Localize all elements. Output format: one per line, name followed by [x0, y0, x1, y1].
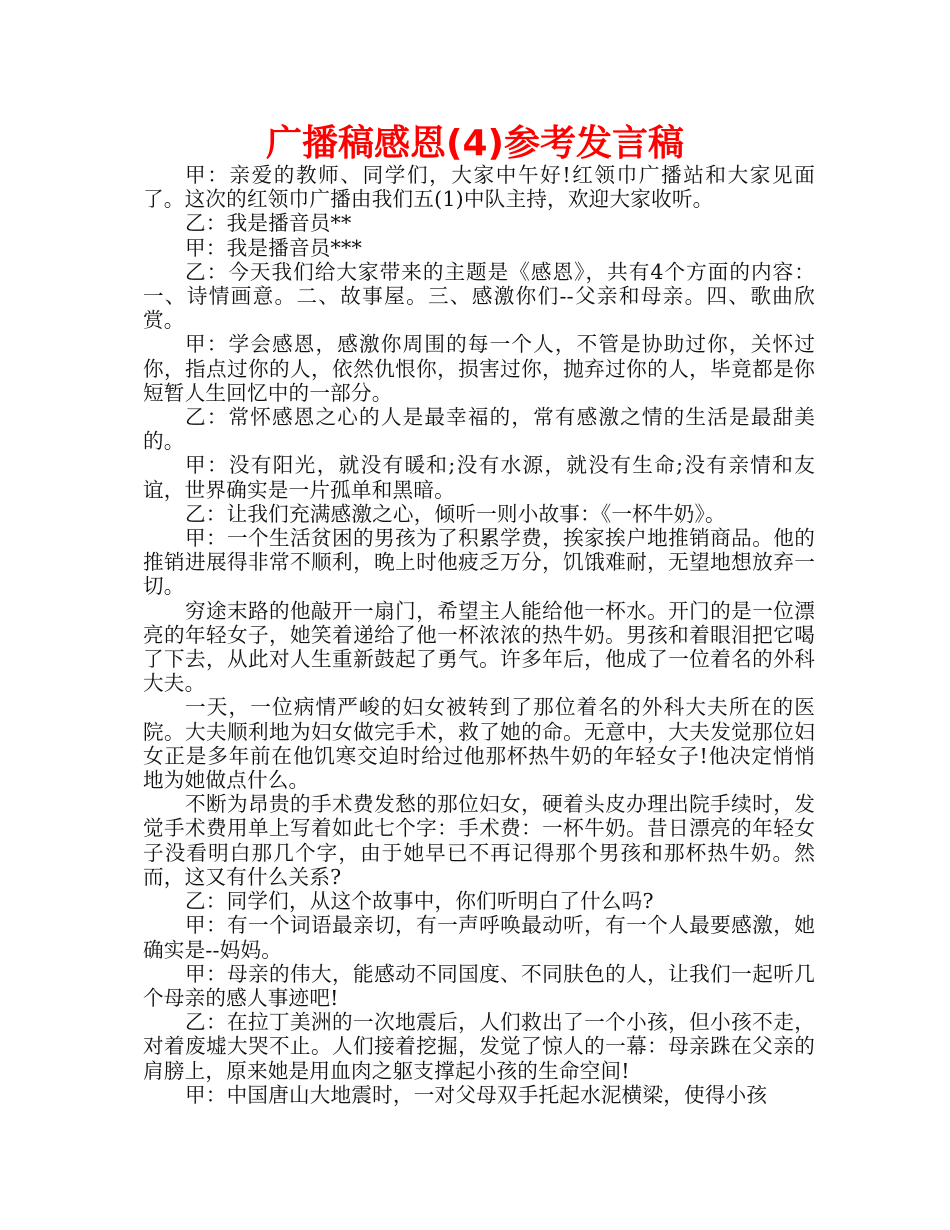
paragraph: 甲：亲爱的教师、同学们，大家中午好!红领巾广播站和大家见面了。这次的红领巾广播由我们五(1)中队主持，欢迎大家收听。	[143, 163, 815, 212]
paragraph: 乙：常怀感恩之心的人是最幸福的，常有感激之情的生活是最甜美的。	[143, 405, 815, 454]
paragraph: 乙：我是播音员**	[185, 211, 352, 236]
paragraph: 乙：同学们，从这个故事中，你们听明白了什么吗?	[185, 889, 654, 914]
paragraph: 乙：让我们充满感激之心，倾听一则小故事：《一杯牛奶》。	[185, 501, 726, 526]
document-body	[143, 163, 815, 1107]
paragraph: 甲：我是播音员***	[185, 235, 363, 260]
document-title: 广播稿感恩(4)参考发言稿	[266, 123, 684, 164]
paragraph: 甲：一个生活贫困的男孩为了积累学费，挨家挨户地推销商品。他的推销进展得非常不顺利，晚上时他疲乏万分，饥饿难耐，无望地想放弃一切。	[143, 526, 815, 599]
paragraph: 乙：今天我们给大家带来的主题是《感恩》，共有4个方面的内容：一、诗情画意。二、故事屋。三、感激你们--父亲和母亲。四、歌曲欣赏。	[143, 259, 815, 333]
paragraph: 乙：在拉丁美洲的一次地震后，人们救出了一个小孩，但小孩不走，对着废墟大哭不止。人们接着挖掘，发觉了惊人的一幕：母亲跦在父亲的肩膀上，原来她是用血肉之躯支撑起小孩的生命空间!	[143, 1010, 815, 1083]
paragraph: 不断为昂贵的手术费发愁的那位妇女，硬着头皮办理出院手续时，发觉手术费用单上写着如此七个字：手术费：一杯牛奶。昔日漂亮的年轻女子没看明白那几个字，由于她早已不再记得那个男孩和那杯热牛奶。然而，这又有什么关系?	[143, 792, 815, 889]
paragraph: 甲：中国唐山大地震时，一对父母双手托起水泥横梁，使得小孩	[185, 1082, 768, 1107]
paragraph: 甲：学会感恩，感激你周围的每一个人，不管是协助过你，关怀过你，指点过你的人，依然仇恨你，损害过你，抛弃过你的人，毕竟都是你短暂人生回忆中的一部分。	[143, 332, 815, 405]
paragraph: 甲：没有阳光，就没有暖和;没有水源，就没有生命;没有亲情和友谊，世界确实是一片孤单和黑暗。	[143, 453, 815, 502]
paragraph: 甲：母亲的伟大，能感动不同国度、不同肤色的人，让我们一起听几个母亲的感人事迹吧!	[143, 961, 815, 1010]
paragraph: 穷途末路的他敲开一扇门，希望主人能给他一杯水。开门的是一位漂亮的年轻女子，她笑着递给了他一杯浓浓的热牛奶。男孩和着眼泪把它喝了下去，从此对人生重新鼓起了勇气。许多年后，他成了一位着名的外科大夫。	[143, 598, 815, 696]
paragraph: 一天，一位病情严峻的妇女被转到了那位着名的外科大夫所在的医院。大夫顺利地为妇女做完手术，救了她的命。无意中，大夫发觉那位妇女正是多年前在他饥寒交迫时给过他那杯热牛奶的年轻女子!他决定悄悄地为她做点什么。	[143, 695, 815, 793]
paragraph: 甲：有一个词语最亲切，有一声呼唤最动听，有一个人最要感激，她确实是--妈妈。	[143, 913, 815, 962]
